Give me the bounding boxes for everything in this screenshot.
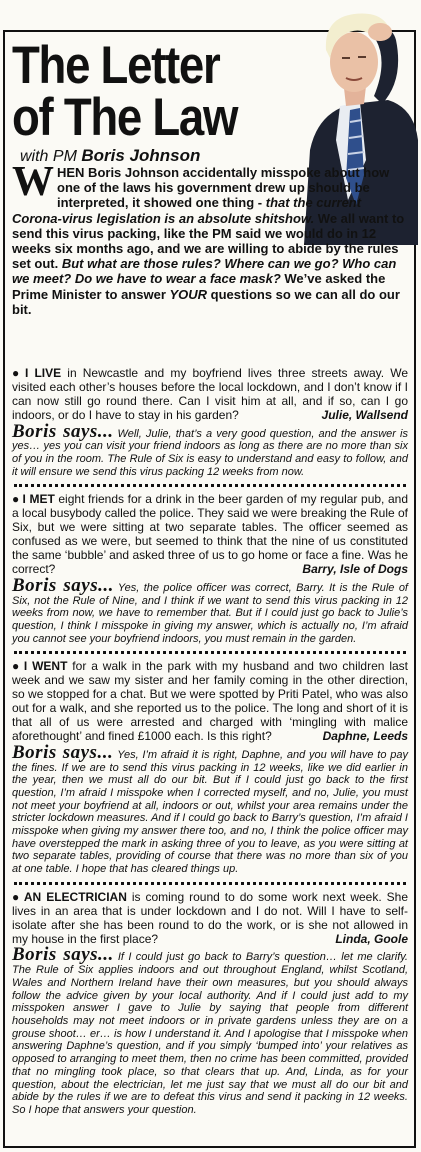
- answer-text: Yes, the police officer was correct, Barry. It is the Rule of Six, not the Rule of Nine, and I think if we want to send this virus packing in 12 weeks from now, we have to remember that. But if I could just go back to Julie’s question, I think I misspoke in giving my answer, which is actually no, I’m afraid you cannot see your boyfriend indoors, you must remain in the garden.: [12, 581, 408, 645]
- signature: Julie, Wallsend: [321, 407, 408, 422]
- bullet-icon: ●: [12, 659, 21, 674]
- headline-line-2: of The Law: [12, 88, 238, 147]
- signature: Linda, Goole: [335, 931, 408, 946]
- answer-text: If I could just go back to Barry’s question… let me clarify. The Rule of Six applies indoors and out throughout England, whilst Scotland, Wales and Northern Ireland have their own measures, but you should always follow the advice given by your local authority. And if I could just add to my misspoken answer I gave to Julie by saying that people from different households may not meet indoors or in private gardens unless they are on a grouse shoot… er… is how I understand it. And I apologise that I misspoke when answering Daphne’s question, and if you simply ‘bumped into’ your relatives as opposed to arranging to meet them, then no crime has been committed, provided that no mingling took place, so that clears that up. And, Linda, as for your question, about the electrician, let me just say that we must all do our bit and abide by the rules if we are to defeat this virus and send it packing in 12 weeks. So I hope that answers your question.: [12, 951, 408, 1116]
- question-text: in Newcastle and my boyfriend lives three streets away. We visited each other’s houses before the local lockdown, and I don’t know if I can now still go round there. Can I visit him at all, and if so, can I go indoors, or do I have to stay in his garden?: [12, 366, 408, 422]
- dotted-divider: [14, 484, 406, 487]
- intro-italic: that the current Corona-virus legislation is an absolute shitshow.: [12, 195, 362, 226]
- headline: [12, 36, 270, 147]
- signature: Barry, Isle of Dogs: [302, 561, 408, 576]
- dotted-divider: [14, 882, 406, 885]
- qa-item: [12, 493, 408, 645]
- question-text: for a walk in the park with my husband and two children last week and we saw my sister and her family coming in the other direction, so we stopped for a chat. But we were spotted by Priti Patel, who was also out for a walk, and she reported us to the police. The long and short of it is that all of us were arrested and charged with ‘mingling with malice aforethought’ and fined £1000 each. Is this right?: [12, 659, 409, 743]
- bullet-icon: ●: [12, 366, 23, 380]
- question-lead: AN ELECTRICIAN: [23, 889, 127, 904]
- drop-cap: W: [12, 159, 54, 205]
- answer-text: Yes, I’m afraid it is right, Daphne, and you will have to pay the fines. If we are to send this virus packing in 12 weeks, like we did earlier in the year, then we must all do our bit. But if I could just go back to the first question, I’m afraid I misspoke when I corrected myself, and no, Julie, you must not meet your boyfriend at all, indoors or out, whilst your area remains under the stricter lockdown measures. And if I could go back to Barry’s question, I’m afraid I misspoke when giving my answer there too, and no, I think the police officer may have overstepped the mark in asking three of you to leave, as you were sitting at two separate tables, providing of course that there was no more than six of you at one table. I hope that has cleared things up.: [12, 748, 409, 876]
- question-lead: I WENT: [23, 659, 68, 674]
- boris-says-label: Boris says...: [12, 420, 114, 442]
- answer: [12, 574, 408, 646]
- intro-paragraph: [12, 159, 412, 317]
- question: [12, 891, 408, 947]
- intro-text-c: We’ve asked the Prime Minister to answer: [12, 271, 386, 302]
- qa-list: [12, 367, 408, 1117]
- question-lead: I MET: [22, 492, 55, 507]
- question: [12, 367, 408, 423]
- signature: Daphne, Leeds: [322, 728, 408, 743]
- question: [12, 493, 408, 576]
- qa-item: [12, 891, 408, 1117]
- bullet-icon: ●: [12, 492, 20, 507]
- byline-name: Boris Johnson: [81, 146, 201, 165]
- bullet-icon: ●: [12, 889, 21, 904]
- answer-text: Well, Julie, that’s a very good question, and the answer is yes… yes you can visit your friend indoors as long as there are no more than six of you in the room. The Rule of Six is easy to understand and easy to follow, and it will ensure we send this virus packing 12 weeks from now.: [12, 427, 408, 478]
- boris-says-label: Boris says...: [12, 944, 114, 966]
- intro-your: YOUR: [169, 286, 208, 302]
- intro-questions: But what are those rules? Where can we go? Who can we meet? Do we have to wear a face mask?: [12, 256, 397, 287]
- intro-text-a: HEN Boris Johnson accidentally misspoke about how one of the laws his government drew up should be interpreted, it showed one thing -: [57, 165, 390, 211]
- intro-text-b: We all want to send this virus packing, like the PM said we would do in 12 weeks six months ago, and we are willing to abide by the rules set out.: [12, 210, 405, 272]
- byline-prefix: with PM: [20, 148, 77, 165]
- qa-item: [12, 660, 408, 875]
- question: [12, 660, 408, 743]
- answer: [12, 420, 408, 479]
- qa-item: [12, 367, 408, 478]
- boris-says-label: Boris says...: [12, 574, 114, 596]
- boris-says-label: Boris says...: [12, 741, 114, 763]
- question-text: is coming round to do some work next week. She lives in an area that is under lockdown and I do not. Will I have to self-isolate after she has been round to do the work, or is she not allowed in my house in the first place?: [12, 889, 408, 946]
- answer: [12, 944, 408, 1116]
- intro-text-d: questions so we can all do our bit.: [12, 286, 400, 317]
- dotted-divider: [14, 651, 406, 654]
- answer: [12, 741, 409, 876]
- question-lead: I LIVE: [25, 366, 62, 380]
- question-text: eight friends for a drink in the beer garden of my regular pub, and a local busybody called the police. They said we were breaking the Rule of Six, but we were sitting at two separate tables. The officer seemed as confused as we were, but seemed to think that the nine of us constituted the same ‘bubble’ and asked three of us to go home or face a fine. Was he correct?: [12, 492, 409, 576]
- headline-line-1: The Letter: [12, 36, 220, 95]
